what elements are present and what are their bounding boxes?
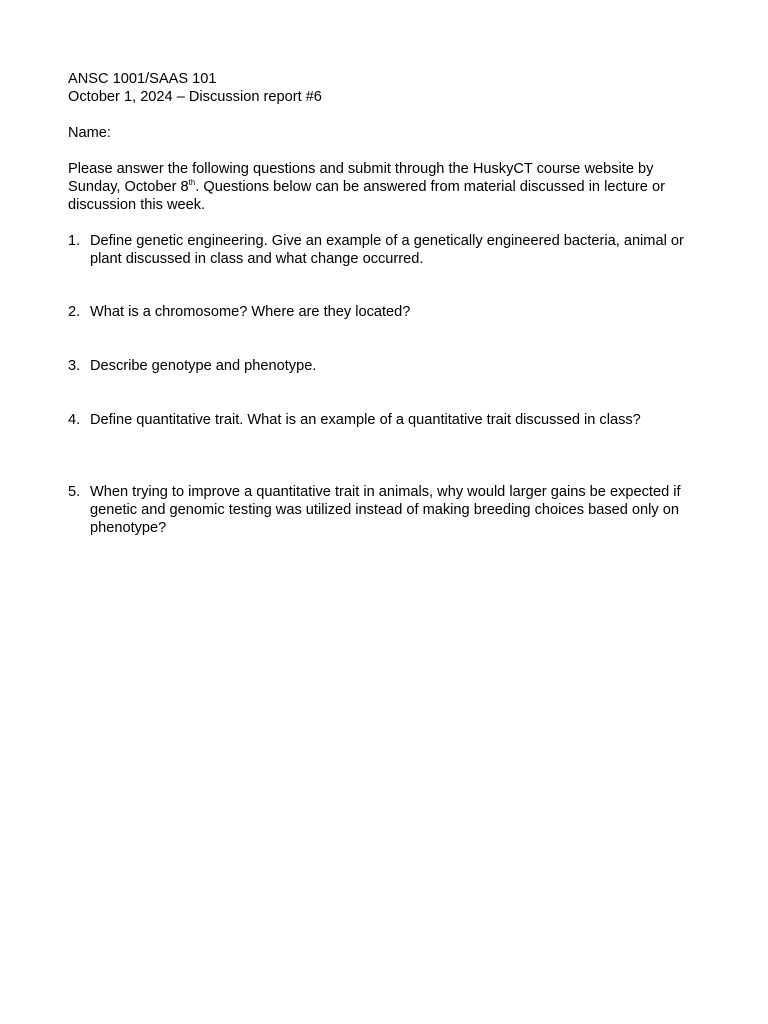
instructions-text-1: Please answer the following questions and submit through the HuskyCT course website by Sunday, October 8 — [68, 161, 654, 195]
document-page — [68, 70, 708, 537]
question-number: 3. — [68, 358, 81, 374]
spacer — [68, 106, 708, 124]
question-number: 5. — [68, 484, 81, 500]
document-title: October 1, 2024 – Discussion report #6 — [68, 89, 322, 105]
question-item — [68, 483, 708, 537]
question-text: What is a chromosome? Where are they located? — [90, 304, 411, 320]
question-item — [68, 303, 708, 321]
question-number: 1. — [68, 233, 81, 249]
question-item — [68, 411, 708, 429]
course-code: ANSC 1001/SAAS 101 — [68, 71, 217, 87]
question-item — [68, 232, 708, 268]
question-text: Define genetic engineering. Give an example of a genetically engineered bacteria, animal or plant discussed in class and what change occurred. — [90, 233, 684, 267]
question-text: Define quantitative trait. What is an example of a quantitative trait discussed in class? — [90, 412, 641, 428]
question-text: Describe genotype and phenotype. — [90, 358, 317, 374]
instructions-paragraph — [68, 160, 708, 214]
question-text: When trying to improve a quantitative trait in animals, why would larger gains be expected if genetic and genomic testing was utilized instead of making breeding choices based only on phenotype? — [90, 484, 681, 536]
ordinal-superscript: th — [188, 178, 196, 187]
question-number: 4. — [68, 412, 81, 428]
name-label: Name: — [68, 125, 111, 141]
instructions-text-2: . Questions below can be answered from material discussed in lecture or discussion this week. — [68, 179, 665, 213]
question-number: 2. — [68, 304, 81, 320]
question-item — [68, 357, 708, 375]
spacer — [68, 142, 708, 160]
